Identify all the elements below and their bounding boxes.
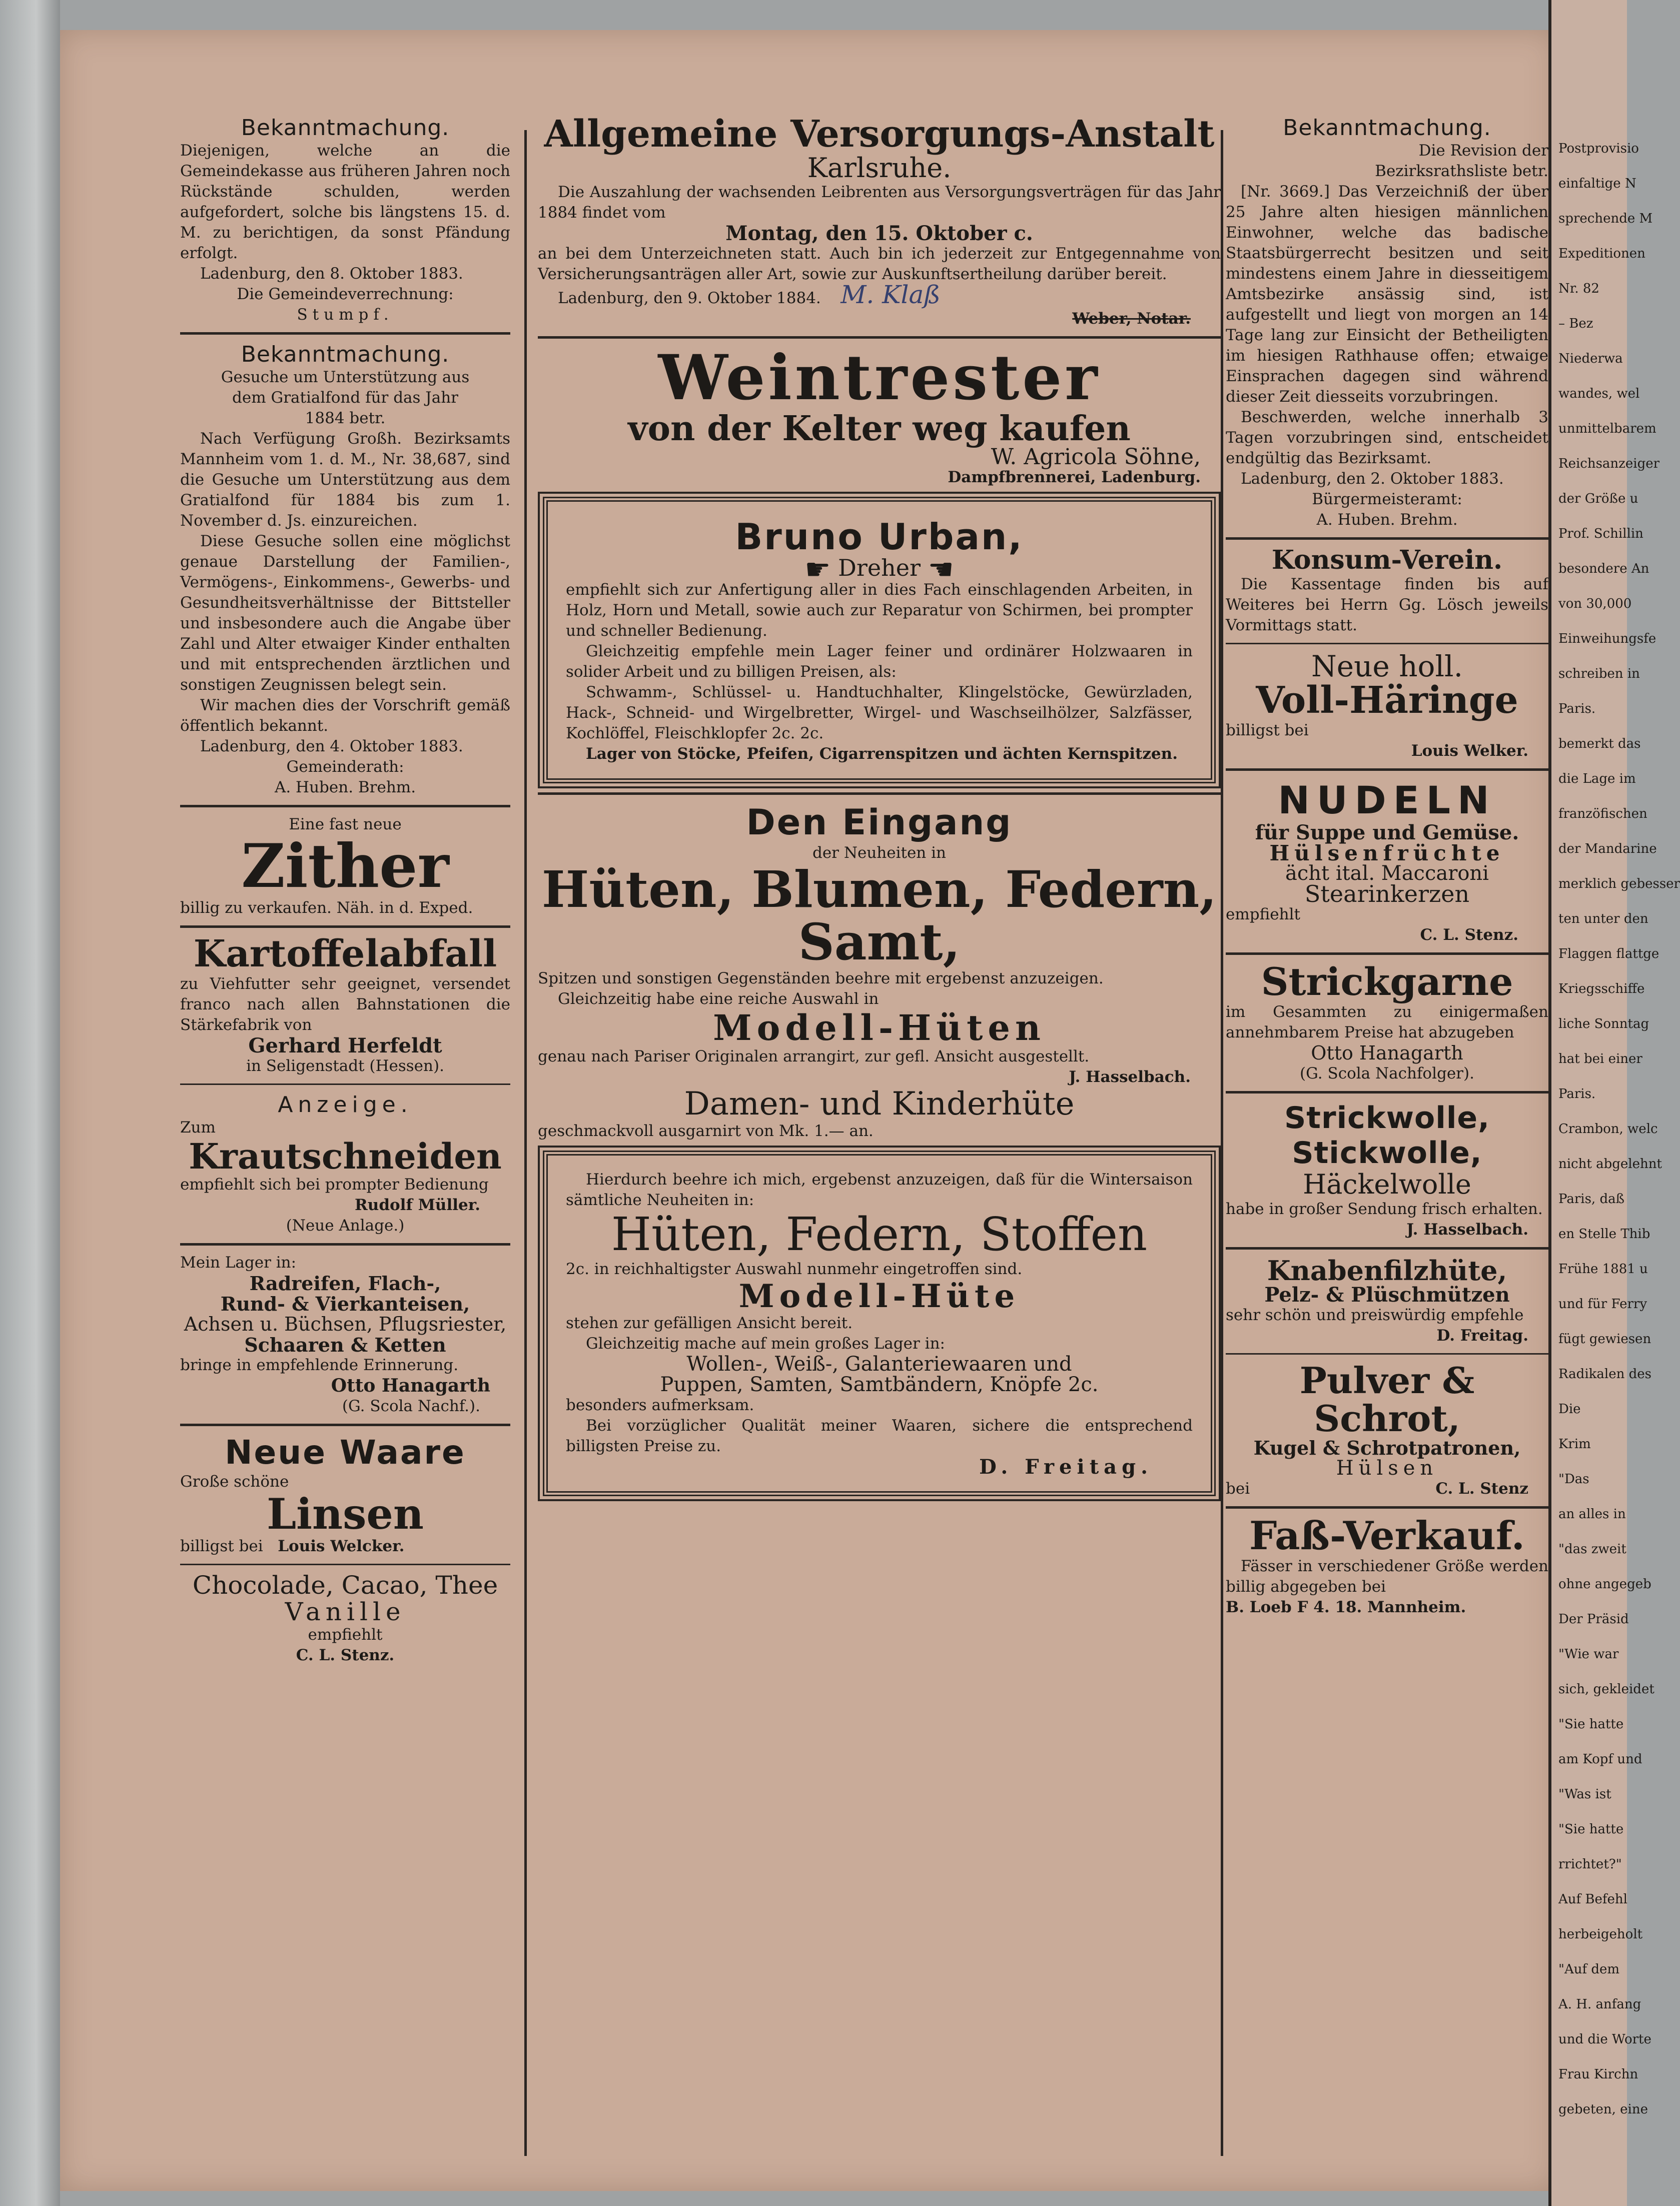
ad-price: billigst bei [1226, 721, 1309, 740]
ad-bei: bei [1226, 1479, 1250, 1498]
ad-headline: Chocolade, Cacao, Thee [192, 1571, 498, 1600]
fragment-line: gebeten, eine [1558, 2102, 1648, 2117]
ad-name: J. Hasselbach. [1406, 1220, 1528, 1239]
ad-body: billig zu verkaufen. Näh. in d. Exped. [180, 899, 473, 917]
fragment-line: "Wie war [1558, 1647, 1619, 1662]
notice-title: Bekanntmachung. [1283, 115, 1491, 141]
divider [180, 1243, 510, 1246]
fragment-line: "Sie hatte [1558, 1822, 1624, 1837]
ad-trade [566, 552, 1193, 587]
fragment-line: Niederwa [1558, 351, 1623, 366]
ad-line: besonders aufmerksam. [566, 1396, 754, 1414]
ad-sub: (G. Scola Nachf.). [342, 1397, 480, 1416]
ad-line: Puppen, Samten, Samtbändern, Knöpfe 2c. [660, 1373, 1099, 1396]
ad-strickgarne [1226, 959, 1548, 1084]
ad-headline: Weintrester [658, 342, 1101, 415]
ad-zither [180, 814, 510, 918]
ad-emp: empfiehlt [308, 1626, 383, 1644]
ad-modell: Modell-Hüten [713, 1007, 1046, 1049]
ad-pre: Große schöne [180, 1473, 289, 1491]
notice-names: A. Huben. Brehm. [1316, 511, 1458, 529]
ad-sub: (G. Scola Nachfolger). [1300, 1064, 1474, 1082]
ad-city: Karlsruhe. [807, 152, 952, 184]
fragment-line: Crambon, welc [1558, 1122, 1658, 1137]
divider [1226, 952, 1548, 955]
fragment-line: Einweihungsfe [1558, 631, 1656, 646]
notice-body: Wir machen dies der Vorschrift gemäß öffentlich bekannt. [180, 696, 510, 735]
ad-name: C. L. Stenz. [1420, 926, 1518, 944]
ad-body: zu Viehfutter sehr geeignet, versendet franco nach allen Bahnstationen die Stärkefabrik von [180, 974, 510, 1034]
ad-eisenlager [180, 1253, 510, 1417]
pencil-signature: M. Klaß [841, 280, 941, 310]
fragment-line: die Lage im [1558, 771, 1636, 786]
ad-line: Hülsen [1336, 1456, 1438, 1480]
fragment-line: Krim [1558, 1437, 1591, 1452]
fragment-line: sprechende M [1558, 211, 1653, 226]
ad-name: J. Hasselbach. [1069, 1067, 1191, 1086]
ad-big: Hüten, Blumen, Federn, Samt, [541, 860, 1217, 972]
ad-line: Wollen-, Weiß-, Galanteriewaaren und [686, 1352, 1072, 1376]
ad-line: Strickwolle, [1284, 1100, 1490, 1136]
ad-konsum-verein [1226, 547, 1548, 636]
fragment-line: fügt gewiesen [1558, 1332, 1651, 1347]
fragment-line: schreiben in [1558, 666, 1640, 681]
ad-kartoffelabfall [180, 932, 510, 1076]
fragment-line: Postprovisio [1558, 141, 1639, 156]
fragment-line: Auf Befehl [1558, 1892, 1627, 1907]
ad-line: Häckelwolle [1303, 1168, 1471, 1200]
ad-line: bringe in empfehlende Erinnerung. [180, 1356, 459, 1375]
fragment-line: merklich gebesser [1558, 876, 1680, 891]
ad-seller: Louis Welker. [1411, 742, 1528, 760]
divider [1226, 643, 1548, 644]
ad-versorgungsanstalt [538, 115, 1221, 329]
divider [180, 1083, 510, 1085]
notice-gemeindekasse [180, 115, 510, 325]
fragment-line: liche Sonntag [1558, 1016, 1649, 1031]
ad-emp: empfiehlt [1226, 905, 1300, 924]
ad-name: Otto Hanagarth [1311, 1041, 1463, 1064]
ad-line: ächt ital. Maccaroni [1285, 862, 1489, 885]
divider [538, 336, 1221, 339]
ad-headline: Krautschneiden [189, 1135, 502, 1177]
ad-pre: Zum [180, 1118, 216, 1137]
fragment-line: Paris. [1558, 701, 1596, 716]
pointing-hand-left-icon: ☚ [928, 552, 954, 587]
notice-subject: Gesuche um Unterstützung aus dem Gratialfond für das Jahr 1884 betr. [221, 368, 470, 427]
ad-body: genau nach Pariser Originalen arrangirt, zur gefl. Ansicht ausgestellt. [538, 1047, 1090, 1065]
fragment-line: nicht abgelehnt [1558, 1157, 1662, 1172]
ad-wolle [1226, 1100, 1548, 1240]
ad-line: für Suppe und Gemüse. [1255, 821, 1519, 845]
notice-subject: Die Revision der Bezirksrathsliste betr. [1375, 142, 1548, 180]
ad-name: C. L. Stenz [1435, 1479, 1528, 1498]
fragment-line: besondere An [1558, 561, 1649, 576]
ad-headline: Faß-Verkauf. [1249, 1513, 1525, 1559]
ad-body: Schwamm-, Schlüssel- u. Handtuchhalter, Klingelstöcke, Gewürzladen, Hack-, Schneid- und Wirgelbretter, Wirgel- und Waschseilhölzer, Salzfässer, Kochlöffel, Fleischklopfer 2c. 2c. [566, 683, 1193, 743]
divider [180, 925, 510, 928]
notice-office: Gemeinderath: [286, 758, 404, 776]
notice-bezirksrathsliste [1226, 115, 1548, 530]
ad-intro: Mein Lager in: [180, 1254, 297, 1272]
ad-body: stehen zur gefälligen Ansicht bereit. [566, 1314, 853, 1332]
ad-chocolade [180, 1572, 510, 1666]
fragment-line: Prof. Schillin [1558, 526, 1643, 541]
notice-date: Ladenburg, den 2. Oktober 1883. [1241, 470, 1504, 488]
notice-gratialfond [180, 342, 510, 798]
fragment-line: und die Worte [1558, 2032, 1651, 2047]
fragment-line: unmittelbarem [1558, 421, 1656, 436]
ad-body: habe in großer Sendung frisch erhalten. [1226, 1200, 1543, 1218]
ad-body: Lager von Stöcke, Pfeifen, Cigarrenspitzen und ächten Kernspitzen. [586, 745, 1178, 763]
fragment-line: rrichtet?" [1558, 1857, 1622, 1872]
fragment-line: A. H. anfang [1558, 1997, 1641, 2012]
column-rule-1 [524, 130, 527, 2156]
ad-pulver-schrot [1226, 1359, 1548, 1499]
ad-body: im Gesammten zu einigermaßen annehmbarem Preise hat abzugeben [1226, 1002, 1548, 1041]
ad-line: Radreifen, Flach-, [249, 1272, 441, 1295]
ad-body: Hierdurch beehre ich mich, ergebenst anzuzeigen, daß für die Wintersaison sämtliche Neuheiten in: [566, 1171, 1193, 1210]
ad-bruno-urban [543, 497, 1216, 784]
ad-big: Hüten, Federn, Stoffen [611, 1208, 1148, 1262]
ad-line: Schaaren & Ketten [244, 1334, 446, 1357]
fragment-line: am Kopf und [1558, 1752, 1642, 1767]
fragment-line: "das zweit [1558, 1542, 1626, 1557]
notice-office: Die Gemeindeverrechnung: [237, 285, 454, 303]
trade-label: Dreher [838, 554, 921, 581]
ad-body: Spitzen und sonstigen Gegenständen beehre mit ergebenst anzuzeigen. [538, 969, 1104, 988]
ad-freitag-neuheiten [543, 1151, 1216, 1496]
ad-headline: Knabenfilzhüte, [1267, 1254, 1507, 1287]
ad-place: in Seligenstadt (Hessen). [246, 1056, 444, 1075]
fragment-line: en Stelle Thib [1558, 1227, 1650, 1242]
fragment-line: und für Ferry [1558, 1297, 1647, 1312]
ad-body: 2c. in reichhaltigster Auswahl nunmehr eingetroffen sind. [566, 1260, 1023, 1278]
ad-eingang-hasselbach [538, 802, 1221, 1142]
fragment-line: sich, gekleidet [1558, 1682, 1654, 1697]
ad-line: Kugel & Schrotpatronen, [1253, 1436, 1521, 1459]
ad-date: Montag, den 15. Oktober c. [725, 222, 1033, 246]
ad-place-line [538, 280, 1221, 310]
ad-bei-line [1226, 1479, 1548, 1499]
ad-line: Hülsenfrüchte [1269, 841, 1505, 866]
ad-big: Linsen [267, 1489, 424, 1539]
adjacent-page-fragment [1548, 0, 1680, 2206]
fragment-line: "Auf dem [1558, 1962, 1620, 1977]
notice-title: Bekanntmachung. [241, 115, 450, 141]
ad-krautschneiden [180, 1092, 510, 1237]
fragment-line: Nr. 82 [1558, 281, 1599, 296]
ad-firm2: Dampfbrennerei, Ladenburg. [948, 468, 1201, 486]
ad-body: empfiehlt sich zur Anfertigung aller in dies Fach einschlagenden Arbeiten, in Holz, Horn und Metall, sowie auch zur Reparatur von Schirmen, bei prompter und schneller Bedienung. [566, 581, 1193, 640]
ad-headline: NUDELN [1278, 778, 1496, 823]
fragment-line: von 30,000 [1558, 596, 1632, 611]
divider [1226, 1506, 1548, 1509]
fragment-line: "Was ist [1558, 1787, 1611, 1802]
ad-sub: Vanille [285, 1597, 406, 1626]
divider [1226, 537, 1548, 540]
ad-headline: Bruno Urban, [735, 515, 1024, 558]
notice-date: Ladenburg, den 4. Oktober 1883. [200, 737, 463, 755]
notice-body: Diese Gesuche sollen eine möglichst genaue Darstellung der Familien-, Vermögens-, Einkommens-, Gewerbs- und Gesundheitsverhältnisse der Bittsteller und insbesondere auch die Angabe über Zahl und Alter etwaiger Kinder enthalten und mit entsprechenden ärztlichen und sonstigen Zeugnissen belegt sein. [180, 532, 510, 694]
ad-body: sehr schön und preiswürdig empfehle [1226, 1306, 1524, 1325]
column-rule-2 [1221, 130, 1223, 2156]
ad-sub: der Neuheiten in [812, 844, 947, 862]
notice-name: Stumpf. [297, 306, 394, 324]
ad-knabenfilzhuete [1226, 1254, 1548, 1347]
ad-modell: Modell-Hüte [738, 1277, 1020, 1315]
column-1 [180, 115, 510, 1666]
ad-body: an bei dem Unterzeichneten statt. Auch bin ich jederzeit zur Entgegennahme von Versicherungsanträgen aller Art, sowie zur Auskunftsertheilung darüber bereit. [538, 245, 1221, 284]
divider [180, 1564, 510, 1565]
notice-body: Nach Verfügung Großh. Bezirksamts Mannheim vom 1. d. M., Nr. 38,687, sind die Gesuche um Unterstützung aus dem Gratialfond für 1884 bis zum 1. November d. Js. einzureichen. [180, 430, 510, 530]
ad-notar: Weber, Notar. [1072, 310, 1191, 328]
fragment-line: franzöfischen [1558, 806, 1647, 821]
fragment-line: hat bei einer [1558, 1051, 1642, 1066]
fragment-line: Expeditionen [1558, 246, 1645, 261]
ad-headline: Zither [241, 831, 449, 901]
ad-headline: Neue Waare [225, 1433, 466, 1472]
pointing-hand-right-icon: ☛ [804, 552, 831, 587]
ad-voll-haeringe [1226, 651, 1548, 762]
column-3 [1226, 115, 1548, 1618]
ad-line: Achsen u. Büchsen, Pflugsriester, [184, 1313, 507, 1336]
ad-sub: Pelz- & Plüschmützen [1264, 1283, 1510, 1307]
ad-body: Bei vorzüglicher Qualität meiner Waaren, sichere die entsprechend billigsten Preise zu. [566, 1416, 1193, 1455]
fragment-line: ten unter den [1558, 911, 1648, 926]
divider [1226, 1091, 1548, 1093]
ad-weintrester [538, 342, 1221, 488]
ad-nudeln [1226, 778, 1548, 945]
fragment-line: bemerkt das [1558, 736, 1641, 751]
ad-body: geschmackvoll ausgarnirt von Mk. 1.— an. [538, 1122, 874, 1141]
ad-body: Gleichzeitig empfehle mein Lager feiner und ordinärer Holzwaaren in solider Arbeit und zu billigen Preisen, als: [566, 642, 1193, 681]
fragment-line: herbeigeholt [1558, 1927, 1643, 1942]
seller-name: Louis Welcker. [278, 1537, 405, 1556]
ad-title: Anzeige. [278, 1091, 413, 1118]
fragment-line: ohne angegeb [1558, 1577, 1651, 1592]
ad-name: D. Freitag. [979, 1455, 1153, 1479]
ad-note: (Neue Anlage.) [286, 1217, 405, 1235]
ad-name: Gerhard Herfeldt [248, 1033, 442, 1057]
ad-fass-verkauf [1226, 1513, 1548, 1618]
ad-name: Rudolf Müller. [355, 1196, 480, 1215]
fragment-line: Paris, daß [1558, 1192, 1624, 1207]
fragment-line: einfaltige N [1558, 176, 1636, 191]
fragment-line: Reichsanzeiger [1558, 456, 1660, 471]
fragment-line: wandes, wel [1558, 386, 1640, 401]
ad-line: Stickwolle, [1292, 1135, 1482, 1171]
fragment-line: Der Präsid [1558, 1612, 1629, 1627]
ad-line: Rund- & Vierkanteisen, [220, 1293, 470, 1316]
fragment-line: – Bez [1558, 316, 1593, 331]
fragment-line: Radikalen des [1558, 1367, 1651, 1382]
ad-body: Fässer in verschiedener Größe werden billig abgegeben bei [1226, 1557, 1548, 1596]
notice-office: Bürgermeisteramt: [1312, 490, 1462, 508]
ad-sub: von der Kelter weg kaufen [628, 408, 1131, 449]
notice-names: A. Huben. Brehm. [274, 778, 416, 796]
ad-pre: Eine fast neue [289, 815, 402, 833]
fragment-line: Frühe 1881 u [1558, 1262, 1648, 1277]
ad-headline: Kartoffelabfall [193, 932, 497, 975]
divider [180, 332, 510, 335]
ad-headline: Strickgarne [1261, 959, 1513, 1004]
notice-body: [Nr. 3669.] Das Verzeichniß der über 25 Jahre alten hiesigen männlichen Einwohner, welche das badische Staatsbürgerrecht besitzen und seit mindestens einem Jahre in diesseitigem Amtsbezirke ansässig sind, ist aufgestellt und liegt von morgen an 14 Tage lang zur Einsicht der Betheiligten im hiesigen Rathhause offen; etwaige Einsprachen dagegen sind während dieser Zeit diesseits vorzubringen. [1226, 183, 1548, 406]
fragment-line: Frau Kirchn [1558, 2067, 1638, 2082]
ad-headline: Voll-Häringe [1256, 679, 1518, 722]
ad-body: empfiehlt sich bei prompter Bedienung [180, 1176, 489, 1194]
notice-date: Ladenburg, den 8. Oktober 1883. [200, 265, 463, 283]
divider [1226, 1353, 1548, 1355]
fragment-line: Kriegsschiffe [1558, 981, 1645, 996]
ad-body: Die Kassentage finden bis auf Weiteres bei Herrn Gg. Lösch jeweils Vormittags statt. [1226, 575, 1548, 634]
fragment-line: "Das [1558, 1472, 1589, 1487]
ad-line: Stearinkerzen [1304, 880, 1470, 908]
ad-name: B. Loeb F 4. 18. Mannheim. [1226, 1598, 1466, 1617]
fragment-line: an alles in [1558, 1507, 1626, 1522]
fragment-line: Paris. [1558, 1086, 1596, 1101]
ad-body: Gleichzeitig mache auf mein großes Lager in: [586, 1334, 945, 1353]
ad-pre: Neue holl. [1311, 649, 1463, 683]
ad-headline: Konsum-Verein. [1271, 545, 1503, 575]
column-2 [538, 115, 1221, 1505]
ad-headline: Allgemeine Versorgungs-Anstalt [544, 113, 1215, 156]
divider [180, 1424, 510, 1426]
ad-body: Die Auszahlung der wachsenden Leibrenten aus Versorgungsverträgen für das Jahr 1884 findet vom [538, 183, 1221, 222]
ad-neue-waare [180, 1433, 510, 1557]
ad-name: C. L. Stenz. [296, 1646, 395, 1665]
notice-title: Bekanntmachung. [241, 342, 450, 367]
notice-body: Diejenigen, welche an die Gemeindekasse aus früheren Jahren noch Rückstände schulden, werden aufgefordert, solche bis längstens 15. d. M. zu berichtigen, da sonst Pfändung erfolgt. [180, 142, 510, 262]
fragment-line: der Mandarine [1558, 841, 1657, 856]
ad-firm: W. Agricola Söhne, [991, 444, 1201, 470]
divider [1226, 768, 1548, 771]
ad-name: Otto Hanagarth [331, 1375, 490, 1397]
ad-price [180, 1536, 510, 1557]
ad-headline: Den Eingang [746, 802, 1013, 843]
ad-name: D. Freitag. [1436, 1327, 1528, 1345]
price-label: billigst bei [180, 1537, 263, 1556]
notice-body: Beschwerden, welche innerhalb 3 Tagen vorzubringen sind, entscheidet endgültig das Bezirksamt. [1226, 408, 1548, 467]
ad-place: Ladenburg, den 9. Oktober 1884. [558, 289, 821, 308]
divider [538, 792, 1221, 795]
divider [1226, 1247, 1548, 1250]
binding-spine [0, 0, 60, 2206]
ad-damen: Damen- und Kinderhüte [684, 1085, 1075, 1123]
fragment-line: Die [1558, 1402, 1581, 1417]
ad-body: Gleichzeitig habe eine reiche Auswahl in [558, 990, 879, 1008]
fragment-line: der Größe u [1558, 491, 1638, 506]
ad-headline: Pulver & Schrot, [1299, 1359, 1475, 1440]
fragment-line: "Sie hatte [1558, 1717, 1624, 1732]
fragment-line: Flaggen flattge [1558, 946, 1659, 961]
divider [180, 805, 510, 807]
